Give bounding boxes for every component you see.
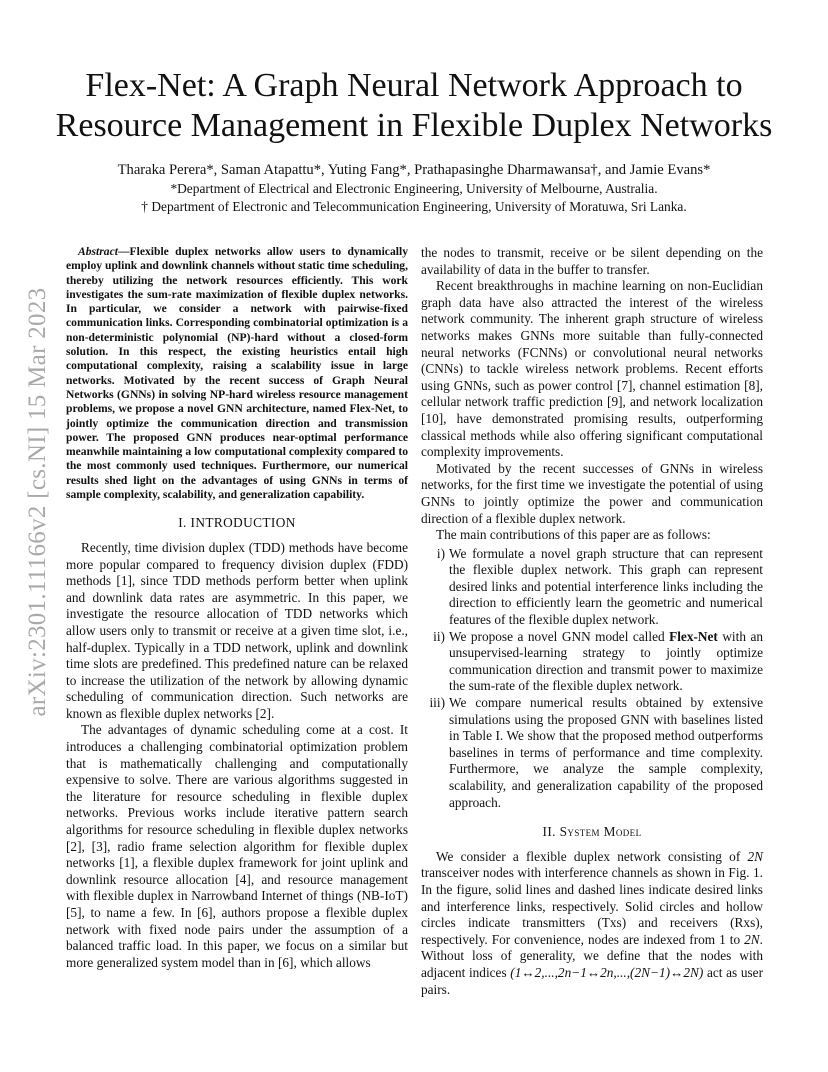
contribution-item: [421, 546, 763, 629]
math-2N-b: 2N: [744, 931, 760, 947]
affiliation-2: † Department of Electronic and Telecommunication Engineering, University of Moratuwa, Sri Lanka.: [141, 199, 687, 214]
intro-paragraph-1: Recently, time division duplex (TDD) methods have become more popular compared to frequency division duplex (FDD) methods [1], since TDD methods perform better when uplink and downlink data rates are asymmetric. In this paper, we investigate the resource allocation of TDD networks which allow users only to transmit or receive at a given time slot, i.e., half-duplex. Typically in a TDD network, uplink and downlink time slots are predefined. This predefined nature can be relaxed to increase the utilization of the network by allowing dynamic scheduling of communication direction. Such networks are known as flexible duplex networks [2].: [66, 539, 408, 721]
section-heading-introduction: I. INTRODUCTION: [178, 515, 296, 531]
flex-net-name: Flex-Net: [669, 628, 718, 644]
author-list: Tharaka Perera*, Saman Atapattu*, Yuting Fang*, Prathapasinghe Dharmawansa†, and Jamie Evans*: [117, 162, 711, 178]
contributions-list: [421, 546, 763, 812]
system-model-paragraph: [421, 849, 763, 998]
contribution-item: [421, 695, 763, 811]
contribution-item: [421, 629, 763, 695]
paper-title: [40, 66, 788, 146]
sys-text-c: . Without loss of generality, we define that the nodes with adjacent indices: [421, 931, 763, 980]
contribution-text: We formulate a novel graph structure that can represent the flexible duplex network. This graph can represent desired links and potential interference links including the direction to efficiently learn the geometric and numerical features of the flexible duplex network.: [449, 545, 763, 628]
math-pairs: (1↔2,...,2n−1↔2n,...,(2N−1)↔2N): [510, 964, 704, 980]
right-paragraph-continued: the nodes to transmit, receive or be silent depending on the availability of data in the buffer to transfer.: [421, 245, 763, 277]
arxiv-stamp-text: arXiv:2301.11166v2 [cs.NI] 15 Mar 2023: [24, 287, 51, 717]
section-title: System Model: [559, 824, 642, 840]
contribution-text: We compare numerical results obtained by extensive simulations using the proposed GNN with baselines listed in Table I. We show that the proposed method outperforms baselines in terms of performance and time complexity. Furthermore, we analyze the sample complexity, scalability, and generalization capability of the proposed approach.: [449, 695, 763, 810]
sys-text-b: transceiver nodes with interference channels as shown in Fig. 1. In the figure, solid lines and dashed lines indicate desired links and interference links, respectively. Solid circles and hollow circles indicate transmitters (Txs) and receivers (Rxs), respectively. For convenience, nodes are indexed from 1 to: [421, 865, 763, 947]
sys-text-a: We consider a flexible duplex network consisting of: [436, 848, 748, 864]
title-line-1: Flex-Net: A Graph Neural Network Approach to: [85, 67, 743, 104]
math-2N: 2N: [747, 848, 763, 864]
abstract-text: —Flexible duplex networks allow users to dynamically employ uplink and downlink channels without static time scheduling, thereby utilizing the network resources efficiently. This work investigates the sum-rate maximization of flexible duplex networks. In particular, we consider a network with pairwise-fixed communication links. Corresponding combinatorial optimization is a non-deterministic polynomial (NP)-hard without a closed-form solution. In this respect, the existing heuristics entail high computational complexity, raising a scalability issue in large networks. Motivated by the recent success of Graph Neural Networks (GNNs) in solving NP-hard wireless resource management problems, we propose a novel GNN architecture, named Flex-Net, to jointly optimize the communication direction and transmission power. The proposed GNN produces near-optimal performance meanwhile maintaining a low computational complexity compared to the most commonly used techniques. Furthermore, our numerical results shed light on the advantages of using GNNs in terms of sample complexity, scalability, and generalization capability.: [66, 245, 408, 502]
list-marker: ii): [433, 628, 445, 644]
sys-text-d: act as user pairs.: [421, 964, 763, 997]
section-number: II.: [542, 824, 560, 840]
title-line-2: Resource Management in Flexible Duplex Networks: [55, 107, 773, 144]
abstract-label: Abstract: [78, 245, 118, 258]
section-heading-system-model: [421, 824, 763, 841]
right-paragraph-motivation: Motivated by the recent successes of GNNs in wireless networks, for the first time we investigate the potential of using GNNs to jointly optimize the power and communication direction of a flexible duplex network.: [421, 460, 763, 526]
arxiv-stamp: [18, 262, 58, 742]
right-paragraph-gnn: Recent breakthroughs in machine learning on non-Euclidian graph data have also attracted the interest of the wireless network community. The inherent graph structure of wireless networks makes GNNs more suitable than fully-connected neural networks (FCNNs) or convolutional neural networks (CNNs) to tackle wireless network problems. Recent efforts using GNNs, such as power control [7], channel estimation [8], cellular network traffic prediction [9], and network localization [10], have demonstrated promising results, outperforming classical methods while also offering significant computational complexity improvements.: [421, 278, 763, 460]
contribution-text-cont: with an unsupervised-learning strategy to jointly optimize communication direction and transmit power to maximize the sum-rate of the flexible duplex network.: [449, 628, 764, 694]
affiliation-1: *Department of Electrical and Electronic Engineering, University of Melbourne, Australia.: [170, 181, 658, 196]
right-paragraph-contrib-intro: The main contributions of this paper are as follows:: [436, 527, 711, 543]
left-column: [66, 245, 408, 971]
list-marker: i): [436, 545, 445, 561]
right-column: [421, 245, 763, 998]
contribution-text: We propose a novel GNN model called: [449, 628, 670, 644]
intro-paragraph-2: The advantages of dynamic scheduling come at a cost. It introduces a challenging combinatorial optimization problem that is mathematically challenging and computationally expensive to solve. There are various algorithms suggested in the literature for resource scheduling in flexible duplex networks. Previous works include iterative pattern search algorithms for resource scheduling in flexible duplex networks [2], [3], radio frame selection algorithm for flexible duplex networks [1], a flexible duplex framework for joint uplink and downlink resource allocation [4], and resource management with flexible duplex in Narrowband Internet of things (NB-IoT) [5], to name a few. In [6], authors propose a flexible duplex network with fixed node pairs under the assumption of a balanced traffic load. In this paper, we focus on a similar but more generalized system model than in [6], which allows: [66, 722, 408, 970]
list-marker: iii): [429, 695, 445, 711]
abstract: [66, 245, 408, 502]
